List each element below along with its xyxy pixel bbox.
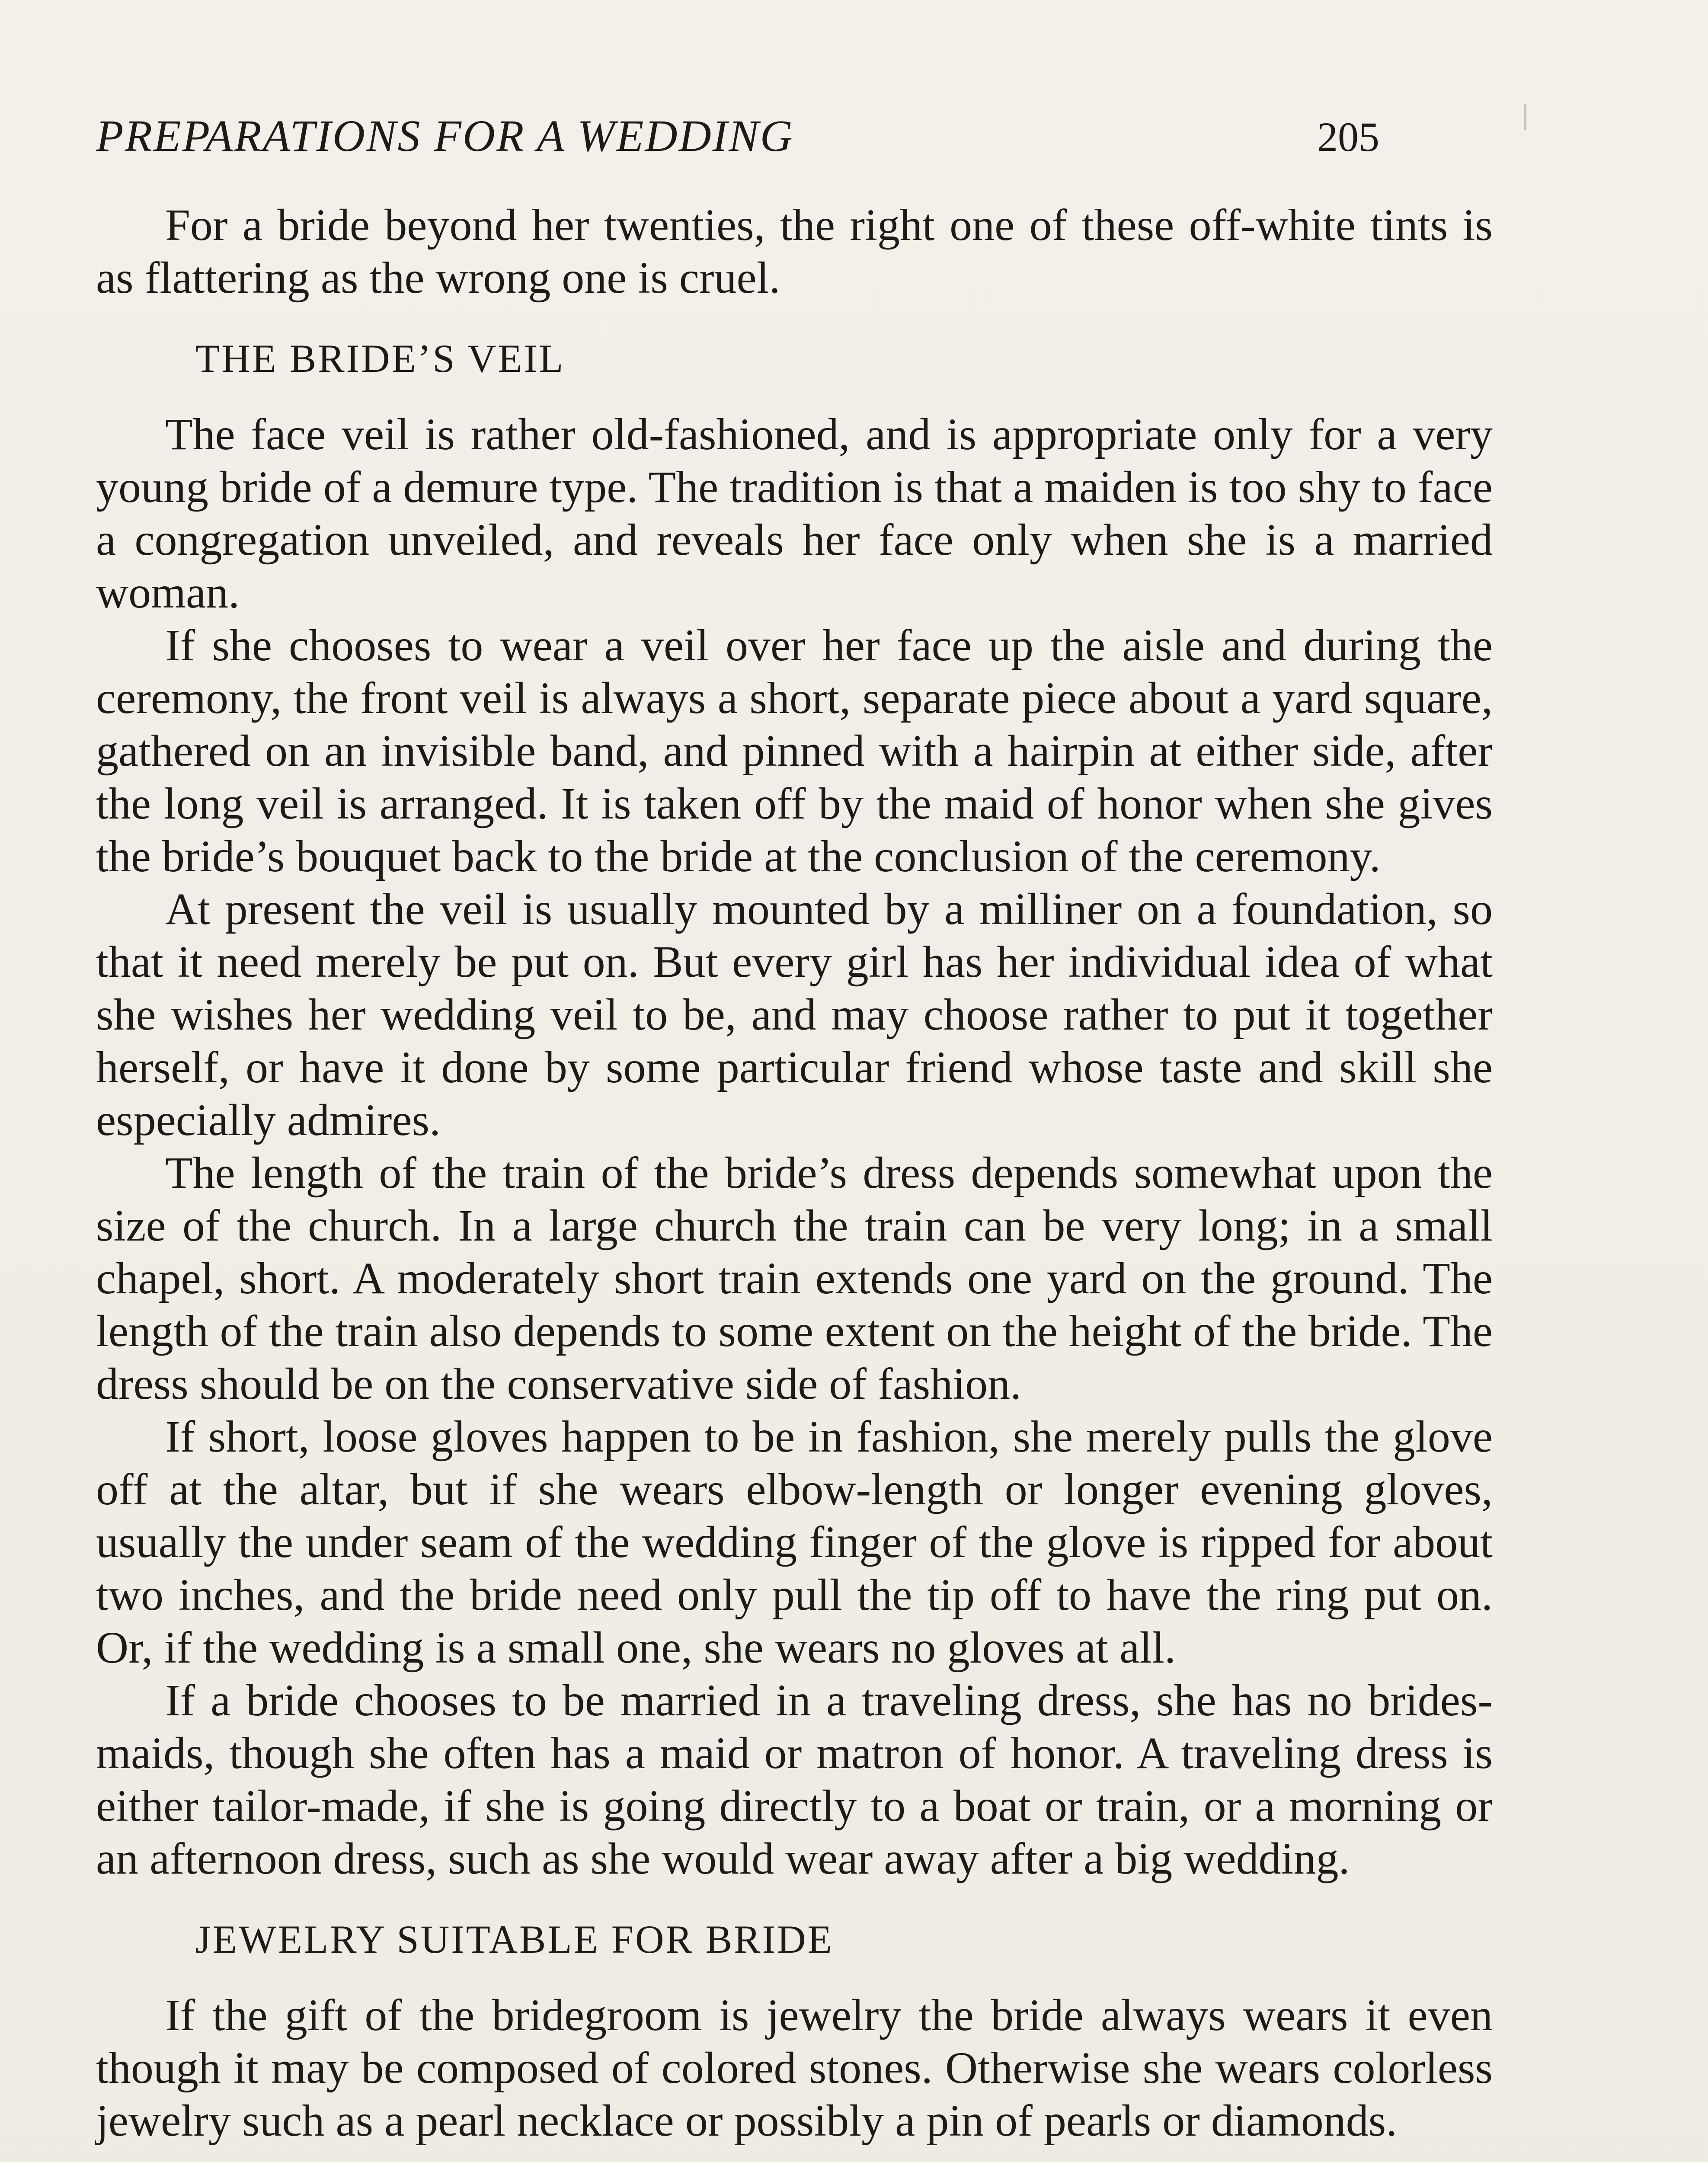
paragraph: If short, loose gloves happen to be in fashion, she merely pulls the glove off at the altar, but if she wears elbow-length or longer evening gloves, usually the under seam of the wedding finger of the glove is ripped for about two inches, and the bride need only pull the tip off to have the ring put on. Or, if the wedding is a small one, she wears no gloves at all. (96, 1412, 1493, 1673)
scan-mark (1524, 104, 1526, 130)
paragraph: At present the veil is usually mounted by a milliner on a foundation, so that it need merely be put on. But every girl has her individual idea of what she wishes her wedding veil to be, and may choose rather to put it together herself, or have it done by some particular friend whose taste and skill she especially admires. (96, 884, 1493, 1145)
section-heading-veil: THE BRIDE’S VEIL (195, 336, 565, 381)
paragraph: For a bride beyond her twenties, the right one of these off-white tints is as flattering as the wrong one is cruel. (96, 200, 1493, 303)
paragraph: If a bride chooses to be married in a traveling dress, she has no bridesmaids, though she often has a maid or matron of honor. A traveling dress is either tailor-made, if she is going directly to a boat or train, or a morning or an afternoon dress, such as she would wear away after a big wedding. (96, 1676, 1493, 1884)
paragraph: If the gift of the bridegroom is jewelry the bride always wears it even though it may be composed of colored stones. Otherwise she wears colorless jewelry such as a pearl necklace or possibly a pin of pearls or diamonds. (96, 1990, 1493, 2146)
section-heading-jewelry: JEWELRY SUITABLE FOR BRIDE (195, 1917, 834, 1961)
page-header (96, 110, 1388, 175)
paragraph: The length of the train of the bride’s dress depends somewhat upon the size of the church. In a large church the train can be very long; in a small chapel, short. A moderately short train extends one yard on the ground. The length of the train also depends to some extent on the height of the bride. The dress should be on the conservative side of fashion. (96, 1148, 1493, 1409)
page-number: 205 (1317, 114, 1379, 160)
paragraph: If she chooses to wear a veil over her face up the aisle and during the ceremony, the front veil is always a short, separate piece about a yard square, gathered on an invisible band, and pinned with a hairpin at either side, after the long veil is arranged. It is taken off by the maid of honor when she gives the bride’s bouquet back to the bride at the conclusion of the ceremony. (96, 620, 1493, 881)
paragraph: The face veil is rather old-fashioned, and is appropriate only for a very young bride of a demure type. The tradition is that a maiden is too shy to face a congregation unveiled, and reveals her face only when she is a married woman. (96, 409, 1493, 617)
running-title: PREPARATIONS FOR A WEDDING (96, 111, 794, 161)
page-body (96, 199, 1493, 2162)
